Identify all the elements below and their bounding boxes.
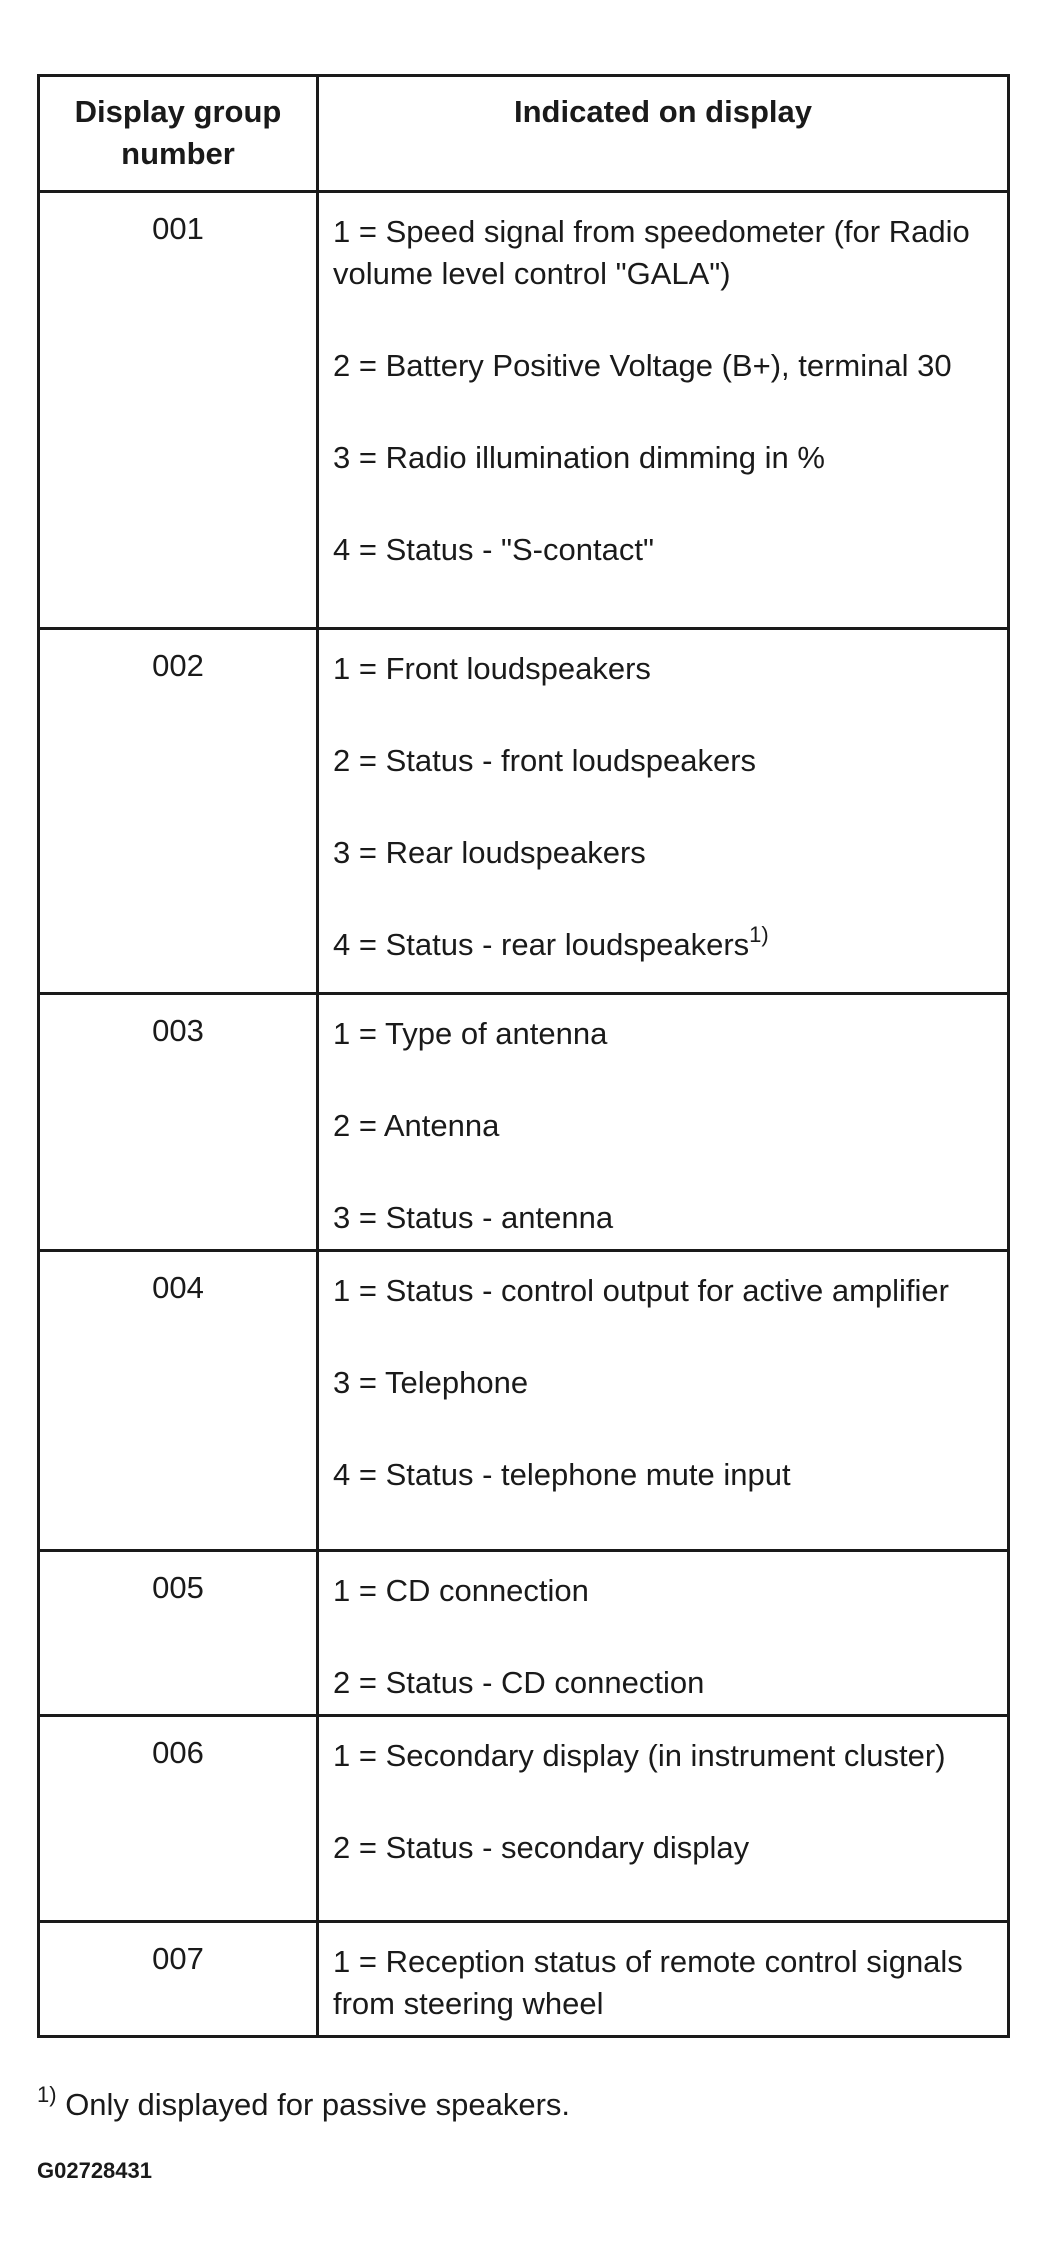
list-item: 2 = Antenna (333, 1108, 500, 1143)
list-item: 1 = Secondary display (in instrument cluster) (333, 1738, 946, 1773)
table-row (39, 994, 1009, 1251)
group-description (318, 994, 1009, 1251)
table-row (39, 629, 1009, 994)
list-item: 2 = Status - CD connection (333, 1665, 705, 1700)
header-display-group-number: Display group number (39, 76, 318, 192)
group-description (318, 1716, 1009, 1922)
table-header-row (39, 76, 1009, 192)
group-description (318, 192, 1009, 629)
footnote-marker: 1) (37, 2081, 57, 2107)
table-row (39, 1251, 1009, 1551)
table-row (39, 1716, 1009, 1922)
footnote-text: Only displayed for passive speakers. (65, 2087, 571, 2122)
list-item: 2 = Battery Positive Voltage (B+), terminal 30 (333, 348, 952, 383)
list-item: 1 = CD connection (333, 1573, 589, 1608)
list-item: 3 = Radio illumination dimming in % (333, 440, 825, 475)
group-description (318, 629, 1009, 994)
table-row (39, 1922, 1009, 2037)
group-number: 004 (39, 1251, 318, 1551)
header-indicated-on-display: Indicated on display (318, 76, 1009, 192)
list-item: 1 = Status - control output for active amplifier (333, 1273, 949, 1308)
list-item: 2 = Status - front loudspeakers (333, 743, 757, 778)
group-description (318, 1551, 1009, 1716)
list-item: 4 = Status - rear loudspeakers$^{1)}$ (333, 921, 769, 962)
list-item: 1 = Reception status of remote control signals from steering wheel (333, 1944, 963, 2021)
list-item: 2 = Status - secondary display (333, 1830, 750, 1865)
display-group-table (37, 74, 1010, 2038)
group-number: 007 (39, 1922, 318, 2037)
list-item: 3 = Status - antenna (333, 1200, 614, 1235)
list-item: 1 = Type of antenna (333, 1016, 608, 1051)
list-item: 4 = Status - telephone mute input (333, 1457, 791, 1492)
group-description (318, 1922, 1009, 2037)
list-item: 1 = Front loudspeakers (333, 651, 651, 686)
table-row (39, 192, 1009, 629)
footnote-marker: 1) (749, 921, 769, 947)
group-number: 001 (39, 192, 318, 629)
group-number: 005 (39, 1551, 318, 1716)
group-description (318, 1251, 1009, 1551)
list-item: 4 = Status - "S-contact" (333, 532, 654, 567)
figure-code: G02728431 (37, 2158, 152, 2183)
group-number: 002 (39, 629, 318, 994)
group-number: 003 (39, 994, 318, 1251)
list-item: 3 = Telephone (333, 1365, 529, 1400)
table-row (39, 1551, 1009, 1716)
group-number: 006 (39, 1716, 318, 1922)
list-item: 1 = Speed signal from speedometer (for Radio volume level control "GALA") (333, 214, 970, 291)
list-item: 3 = Rear loudspeakers (333, 835, 646, 870)
footnote (37, 2081, 571, 2123)
